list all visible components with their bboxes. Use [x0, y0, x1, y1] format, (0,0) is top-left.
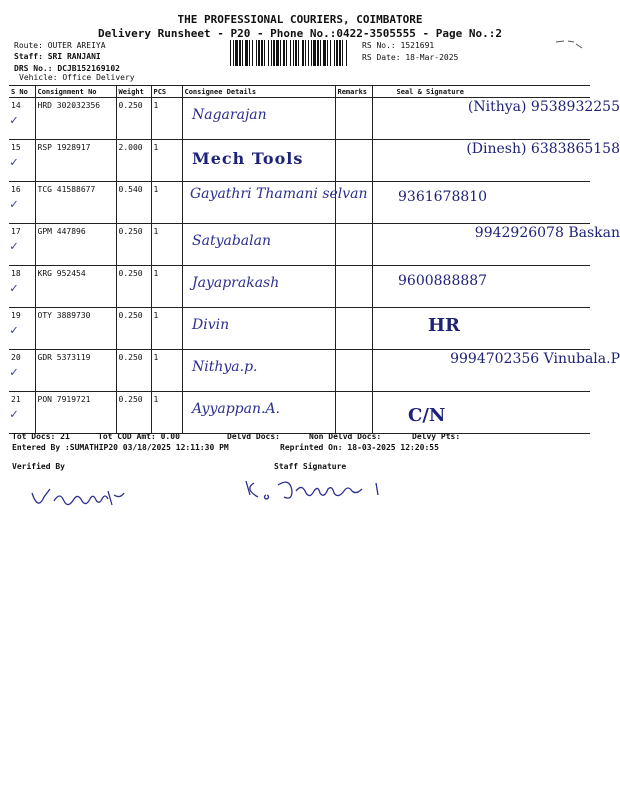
check-mark-icon: ✓: [10, 365, 18, 380]
drs-label: DRS No.: DCJB152169102: [14, 64, 120, 73]
check-mark-icon: ✓: [10, 281, 18, 296]
seal-handwriting: 9600888887: [398, 273, 488, 289]
barcode: [230, 40, 350, 66]
weight-cell: 0.250: [116, 308, 151, 350]
header-sno: S No: [9, 86, 35, 98]
check-mark-icon: ✓: [10, 155, 18, 170]
rs-no-label: RS No.: 1521691: [362, 41, 435, 50]
delvy-pts: Delvy Pts:: [412, 432, 461, 441]
verified-by-label: Verified By: [12, 462, 65, 471]
rs-date-label: RS Date: 18-Mar-2025: [362, 53, 459, 62]
consignee-handwriting: Mech Tools: [192, 149, 304, 168]
reprinted-on: Reprinted On: 18-03-2025 12:20:55: [280, 443, 439, 452]
sno-cell: 20: [9, 350, 35, 392]
entered-by: Entered By :SUMATHIP20 03/18/2025 12:11:30 PM: [12, 443, 229, 452]
pcs-cell: 1: [151, 182, 182, 224]
staff-label: Staff: SRI RANJANI: [14, 52, 101, 61]
header-weight: Weight: [116, 86, 151, 98]
seal-handwriting: HR: [428, 315, 460, 336]
consignee-handwriting: Nithya.p.: [192, 359, 258, 375]
pen-mark-icon: [554, 38, 584, 50]
table-row: [9, 392, 590, 434]
table-row: [9, 308, 590, 350]
check-mark-icon: ✓: [10, 239, 18, 254]
remarks-cell: [335, 140, 372, 182]
consignment-no-cell: GDR 5373119: [35, 350, 116, 392]
pcs-cell: 1: [151, 392, 182, 434]
consignee-handwriting: Divin: [192, 317, 230, 333]
page-title: THE PROFESSIONAL COURIERS, COIMBATORE: [177, 13, 423, 26]
remarks-cell: [335, 392, 372, 434]
staff-signature-image: [238, 475, 398, 505]
seal-handwriting: 9994702356 Vinubala.P: [450, 351, 620, 367]
header-consignment: Consignment No: [35, 86, 116, 98]
sno-cell: 14: [9, 98, 35, 140]
table-header-row: [9, 86, 590, 98]
remarks-cell: [335, 224, 372, 266]
weight-cell: 0.250: [116, 98, 151, 140]
pcs-cell: 1: [151, 350, 182, 392]
seal-handwriting: (Dinesh) 6383865158: [466, 141, 620, 157]
sno-cell: 17: [9, 224, 35, 266]
weight-cell: 0.250: [116, 392, 151, 434]
consignment-no-cell: TCG 41588677: [35, 182, 116, 224]
consignment-no-cell: RSP 1928917: [35, 140, 116, 182]
seal-handwriting: C/N: [408, 405, 446, 426]
consignee-handwriting: Jayaprakash: [192, 275, 280, 291]
consignment-no-cell: OTY 3889730: [35, 308, 116, 350]
consignment-no-cell: PON 7919721: [35, 392, 116, 434]
weight-cell: 0.250: [116, 224, 151, 266]
sno-cell: 18: [9, 266, 35, 308]
seal-signature-cell: [372, 392, 590, 434]
seal-handwriting: 9361678810: [398, 189, 488, 205]
pcs-cell: 1: [151, 308, 182, 350]
consignee-handwriting: Nagarajan: [192, 107, 267, 123]
weight-cell: 2.000: [116, 140, 151, 182]
sno-cell: 16: [9, 182, 35, 224]
consignment-no-cell: HRD 302032356: [35, 98, 116, 140]
remarks-cell: [335, 98, 372, 140]
pcs-cell: 1: [151, 266, 182, 308]
staff-signature-label: Staff Signature: [274, 462, 347, 471]
vehicle-label: Vehicle: Office Delivery: [19, 73, 135, 82]
weight-cell: 0.540: [116, 182, 151, 224]
verified-signature-image: [30, 483, 140, 513]
pcs-cell: 1: [151, 98, 182, 140]
tot-cod: Tot COD Amt: 0.00: [98, 432, 180, 441]
route-label: Route: OUTER AREIYA: [14, 41, 106, 50]
consignment-no-cell: GPM 447896: [35, 224, 116, 266]
delvd-docs: Delvd Docs:: [227, 432, 280, 441]
seal-handwriting: (Nithya) 9538932255: [467, 99, 620, 115]
check-mark-icon: ✓: [10, 197, 18, 212]
pcs-cell: 1: [151, 224, 182, 266]
consignee-handwriting: Ayyappan.A.: [192, 401, 281, 417]
header-seal: Seal & Signature: [372, 86, 590, 98]
check-mark-icon: ✓: [10, 113, 18, 128]
sno-cell: 19: [9, 308, 35, 350]
check-mark-icon: ✓: [10, 323, 18, 338]
weight-cell: 0.250: [116, 266, 151, 308]
pcs-cell: 1: [151, 140, 182, 182]
tot-docs: Tot Docs: 21: [12, 432, 70, 441]
remarks-cell: [335, 308, 372, 350]
remarks-cell: [335, 350, 372, 392]
header-remarks: Remarks: [335, 86, 372, 98]
sno-cell: 21: [9, 392, 35, 434]
consignment-no-cell: KRG 952454: [35, 266, 116, 308]
page-subtitle: Delivery Runsheet - P20 - Phone No.:0422-3505555 - Page No.:2: [98, 27, 502, 40]
seal-handwriting: 9942926078 Baskan: [474, 225, 620, 241]
consignee-handwriting: Gayathri Thamani selvan: [190, 186, 368, 202]
check-mark-icon: ✓: [10, 407, 18, 422]
sno-cell: 15: [9, 140, 35, 182]
table-row: [9, 266, 590, 308]
runsheet-table: [9, 85, 590, 434]
remarks-cell: [335, 266, 372, 308]
non-delvd-docs: Non Delvd Docs:: [309, 432, 382, 441]
header-consignee: Consignee Details: [182, 86, 335, 98]
consignee-handwriting: Satyabalan: [192, 233, 271, 249]
seal-signature-cell: [372, 308, 590, 350]
header-pcs: PCS: [151, 86, 182, 98]
weight-cell: 0.250: [116, 350, 151, 392]
